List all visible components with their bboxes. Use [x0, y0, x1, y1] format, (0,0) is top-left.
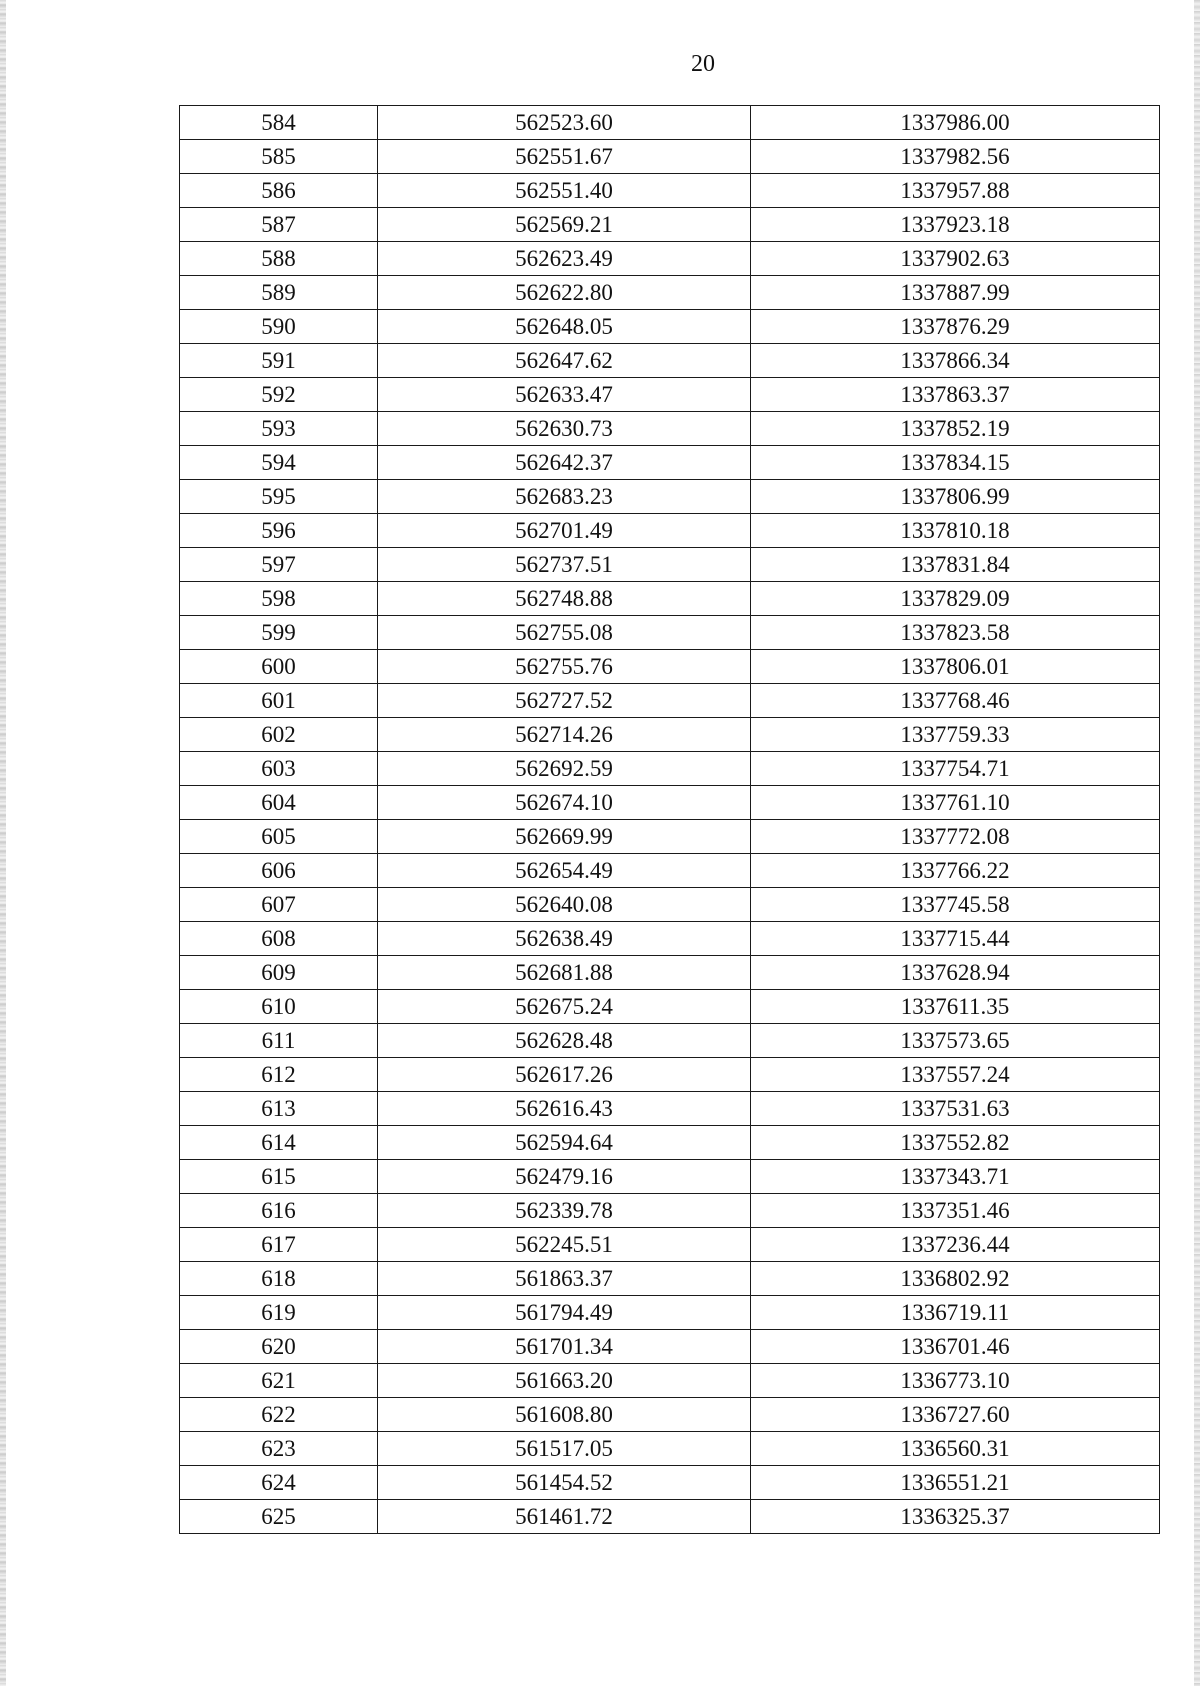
- point-number-cell: 596: [180, 514, 378, 548]
- x-coordinate-cell: 562669.99: [378, 820, 751, 854]
- point-number-cell: 618: [180, 1262, 378, 1296]
- y-coordinate-cell: 1336560.31: [751, 1432, 1160, 1466]
- point-number-cell: 602: [180, 718, 378, 752]
- x-coordinate-cell: 562683.23: [378, 480, 751, 514]
- table-row: [180, 412, 1160, 446]
- table-row: [180, 1024, 1160, 1058]
- x-coordinate-cell: 562654.49: [378, 854, 751, 888]
- point-number-cell: 595: [180, 480, 378, 514]
- x-coordinate-cell: 561794.49: [378, 1296, 751, 1330]
- x-coordinate-cell: 562692.59: [378, 752, 751, 786]
- y-coordinate-cell: 1336701.46: [751, 1330, 1160, 1364]
- coordinates-table-body: [180, 106, 1160, 1534]
- x-coordinate-cell: 561454.52: [378, 1466, 751, 1500]
- table-row: [180, 1194, 1160, 1228]
- point-number-cell: 611: [180, 1024, 378, 1058]
- point-number-cell: 606: [180, 854, 378, 888]
- y-coordinate-cell: 1337531.63: [751, 1092, 1160, 1126]
- y-coordinate-cell: 1337887.99: [751, 276, 1160, 310]
- point-number-cell: 616: [180, 1194, 378, 1228]
- table-row: [180, 582, 1160, 616]
- y-coordinate-cell: 1337834.15: [751, 446, 1160, 480]
- y-coordinate-cell: 1336325.37: [751, 1500, 1160, 1534]
- x-coordinate-cell: 562674.10: [378, 786, 751, 820]
- y-coordinate-cell: 1337982.56: [751, 140, 1160, 174]
- x-coordinate-cell: 562623.49: [378, 242, 751, 276]
- x-coordinate-cell: 561663.20: [378, 1364, 751, 1398]
- table-row: [180, 1092, 1160, 1126]
- table-row: [180, 718, 1160, 752]
- point-number-cell: 619: [180, 1296, 378, 1330]
- y-coordinate-cell: 1337986.00: [751, 106, 1160, 140]
- point-number-cell: 603: [180, 752, 378, 786]
- x-coordinate-cell: 562551.40: [378, 174, 751, 208]
- x-coordinate-cell: 562339.78: [378, 1194, 751, 1228]
- y-coordinate-cell: 1337611.35: [751, 990, 1160, 1024]
- y-coordinate-cell: 1336773.10: [751, 1364, 1160, 1398]
- table-row: [180, 922, 1160, 956]
- table-row: [180, 548, 1160, 582]
- table-row: [180, 208, 1160, 242]
- table-row: [180, 854, 1160, 888]
- point-number-cell: 598: [180, 582, 378, 616]
- x-coordinate-cell: 562638.49: [378, 922, 751, 956]
- point-number-cell: 613: [180, 1092, 378, 1126]
- point-number-cell: 587: [180, 208, 378, 242]
- table-row: [180, 1160, 1160, 1194]
- x-coordinate-cell: 562748.88: [378, 582, 751, 616]
- point-number-cell: 589: [180, 276, 378, 310]
- x-coordinate-cell: 562675.24: [378, 990, 751, 1024]
- coordinates-table: [179, 105, 1160, 1534]
- point-number-cell: 585: [180, 140, 378, 174]
- table-row: [180, 650, 1160, 684]
- x-coordinate-cell: 562569.21: [378, 208, 751, 242]
- point-number-cell: 600: [180, 650, 378, 684]
- y-coordinate-cell: 1337745.58: [751, 888, 1160, 922]
- x-coordinate-cell: 562755.76: [378, 650, 751, 684]
- y-coordinate-cell: 1337754.71: [751, 752, 1160, 786]
- point-number-cell: 597: [180, 548, 378, 582]
- point-number-cell: 623: [180, 1432, 378, 1466]
- table-row: [180, 752, 1160, 786]
- table-row: [180, 684, 1160, 718]
- x-coordinate-cell: 561701.34: [378, 1330, 751, 1364]
- y-coordinate-cell: 1337236.44: [751, 1228, 1160, 1262]
- table-row: [180, 174, 1160, 208]
- table-row: [180, 1364, 1160, 1398]
- y-coordinate-cell: 1337766.22: [751, 854, 1160, 888]
- point-number-cell: 584: [180, 106, 378, 140]
- y-coordinate-cell: 1337863.37: [751, 378, 1160, 412]
- point-number-cell: 591: [180, 344, 378, 378]
- x-coordinate-cell: 562523.60: [378, 106, 751, 140]
- point-number-cell: 615: [180, 1160, 378, 1194]
- y-coordinate-cell: 1337902.63: [751, 242, 1160, 276]
- table-row: [180, 140, 1160, 174]
- point-number-cell: 620: [180, 1330, 378, 1364]
- point-number-cell: 593: [180, 412, 378, 446]
- y-coordinate-cell: 1337351.46: [751, 1194, 1160, 1228]
- point-number-cell: 608: [180, 922, 378, 956]
- x-coordinate-cell: 562479.16: [378, 1160, 751, 1194]
- point-number-cell: 621: [180, 1364, 378, 1398]
- y-coordinate-cell: 1337829.09: [751, 582, 1160, 616]
- point-number-cell: 599: [180, 616, 378, 650]
- table-row: [180, 310, 1160, 344]
- point-number-cell: 609: [180, 956, 378, 990]
- y-coordinate-cell: 1337715.44: [751, 922, 1160, 956]
- table-row: [180, 242, 1160, 276]
- y-coordinate-cell: 1336551.21: [751, 1466, 1160, 1500]
- y-coordinate-cell: 1337573.65: [751, 1024, 1160, 1058]
- x-coordinate-cell: 562245.51: [378, 1228, 751, 1262]
- y-coordinate-cell: 1337557.24: [751, 1058, 1160, 1092]
- y-coordinate-cell: 1337772.08: [751, 820, 1160, 854]
- x-coordinate-cell: 562737.51: [378, 548, 751, 582]
- table-row: [180, 344, 1160, 378]
- table-row: [180, 514, 1160, 548]
- scan-edge-left: [0, 0, 6, 1686]
- y-coordinate-cell: 1337866.34: [751, 344, 1160, 378]
- table-row: [180, 1228, 1160, 1262]
- point-number-cell: 610: [180, 990, 378, 1024]
- x-coordinate-cell: 562551.67: [378, 140, 751, 174]
- y-coordinate-cell: 1337806.99: [751, 480, 1160, 514]
- table-row: [180, 956, 1160, 990]
- table-row: [180, 106, 1160, 140]
- table-row: [180, 1432, 1160, 1466]
- y-coordinate-cell: 1337852.19: [751, 412, 1160, 446]
- point-number-cell: 622: [180, 1398, 378, 1432]
- table-row: [180, 1466, 1160, 1500]
- table-row: [180, 820, 1160, 854]
- table-row: [180, 990, 1160, 1024]
- x-coordinate-cell: 562648.05: [378, 310, 751, 344]
- table-row: [180, 616, 1160, 650]
- table-row: [180, 378, 1160, 412]
- x-coordinate-cell: 561863.37: [378, 1262, 751, 1296]
- x-coordinate-cell: 562616.43: [378, 1092, 751, 1126]
- y-coordinate-cell: 1337876.29: [751, 310, 1160, 344]
- x-coordinate-cell: 562642.37: [378, 446, 751, 480]
- scan-edge-right: [1194, 0, 1200, 1686]
- x-coordinate-cell: 561461.72: [378, 1500, 751, 1534]
- point-number-cell: 601: [180, 684, 378, 718]
- x-coordinate-cell: 562594.64: [378, 1126, 751, 1160]
- point-number-cell: 624: [180, 1466, 378, 1500]
- table-row: [180, 1500, 1160, 1534]
- y-coordinate-cell: 1337831.84: [751, 548, 1160, 582]
- y-coordinate-cell: 1337761.10: [751, 786, 1160, 820]
- x-coordinate-cell: 562633.47: [378, 378, 751, 412]
- table-row: [180, 1058, 1160, 1092]
- point-number-cell: 612: [180, 1058, 378, 1092]
- table-row: [180, 1296, 1160, 1330]
- y-coordinate-cell: 1337823.58: [751, 616, 1160, 650]
- point-number-cell: 594: [180, 446, 378, 480]
- x-coordinate-cell: 562681.88: [378, 956, 751, 990]
- x-coordinate-cell: 562617.26: [378, 1058, 751, 1092]
- table-row: [180, 1330, 1160, 1364]
- y-coordinate-cell: 1337552.82: [751, 1126, 1160, 1160]
- x-coordinate-cell: 562628.48: [378, 1024, 751, 1058]
- point-number-cell: 605: [180, 820, 378, 854]
- y-coordinate-cell: 1336727.60: [751, 1398, 1160, 1432]
- x-coordinate-cell: 562701.49: [378, 514, 751, 548]
- table-row: [180, 1262, 1160, 1296]
- y-coordinate-cell: 1336719.11: [751, 1296, 1160, 1330]
- x-coordinate-cell: 562755.08: [378, 616, 751, 650]
- point-number-cell: 607: [180, 888, 378, 922]
- x-coordinate-cell: 562647.62: [378, 344, 751, 378]
- table-row: [180, 480, 1160, 514]
- point-number-cell: 590: [180, 310, 378, 344]
- point-number-cell: 586: [180, 174, 378, 208]
- point-number-cell: 617: [180, 1228, 378, 1262]
- x-coordinate-cell: 562727.52: [378, 684, 751, 718]
- y-coordinate-cell: 1337806.01: [751, 650, 1160, 684]
- y-coordinate-cell: 1337810.18: [751, 514, 1160, 548]
- y-coordinate-cell: 1336802.92: [751, 1262, 1160, 1296]
- x-coordinate-cell: 561517.05: [378, 1432, 751, 1466]
- y-coordinate-cell: 1337768.46: [751, 684, 1160, 718]
- table-row: [180, 888, 1160, 922]
- y-coordinate-cell: 1337957.88: [751, 174, 1160, 208]
- table-row: [180, 446, 1160, 480]
- y-coordinate-cell: 1337343.71: [751, 1160, 1160, 1194]
- point-number-cell: 614: [180, 1126, 378, 1160]
- table-row: [180, 1398, 1160, 1432]
- x-coordinate-cell: 562622.80: [378, 276, 751, 310]
- point-number-cell: 592: [180, 378, 378, 412]
- x-coordinate-cell: 561608.80: [378, 1398, 751, 1432]
- x-coordinate-cell: 562630.73: [378, 412, 751, 446]
- point-number-cell: 588: [180, 242, 378, 276]
- point-number-cell: 625: [180, 1500, 378, 1534]
- page-number: 20: [691, 51, 715, 77]
- table-row: [180, 1126, 1160, 1160]
- y-coordinate-cell: 1337759.33: [751, 718, 1160, 752]
- table-row: [180, 786, 1160, 820]
- table-row: [180, 276, 1160, 310]
- y-coordinate-cell: 1337628.94: [751, 956, 1160, 990]
- x-coordinate-cell: 562640.08: [378, 888, 751, 922]
- y-coordinate-cell: 1337923.18: [751, 208, 1160, 242]
- point-number-cell: 604: [180, 786, 378, 820]
- x-coordinate-cell: 562714.26: [378, 718, 751, 752]
